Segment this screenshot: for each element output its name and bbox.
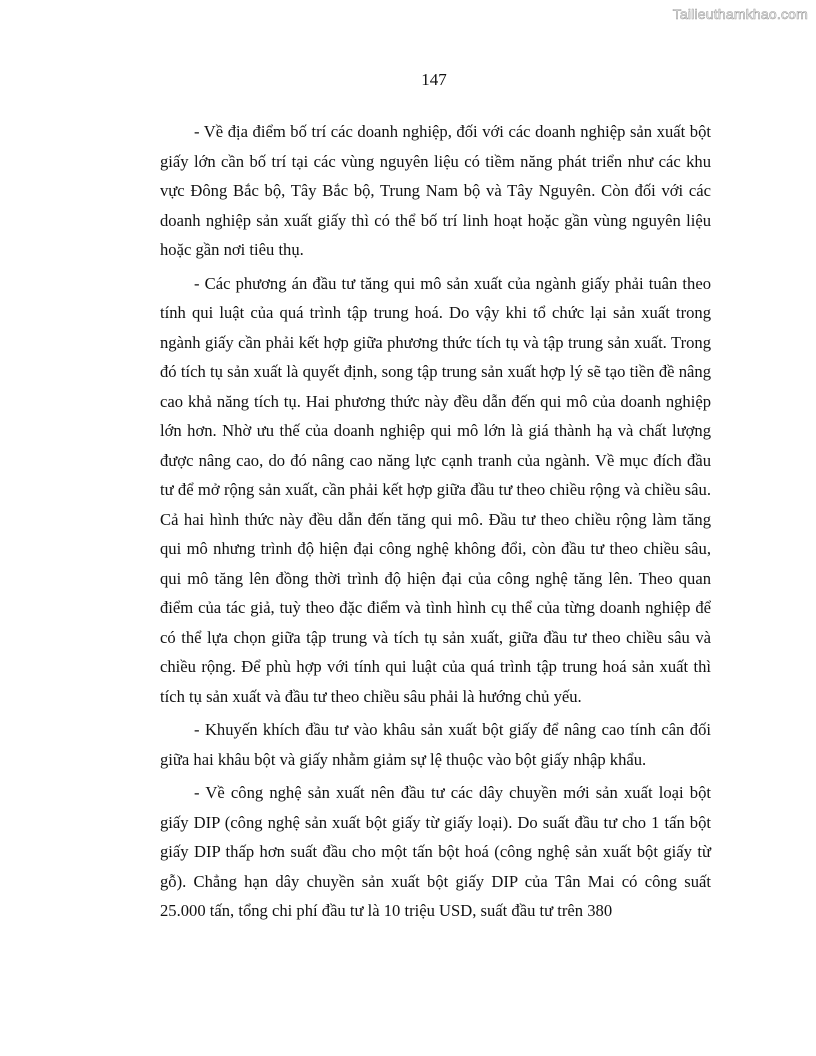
- page-number: 147: [421, 70, 447, 89]
- document-body: [160, 117, 711, 930]
- paragraph-investment-scale: - Các phương án đầu tư tăng qui mô sản xuất của ngành giấy phải tuân theo tính qui luật của quá trình tập trung hoá. Do vậy khi tổ chức lại sản xuất trong ngành giấy cần phải kết hợp giữa phương thức tích tụ và tập trung sản xuất. Trong đó tích tụ sản xuất là quyết định, song tập trung sản xuất hợp lý sẽ tạo tiền đề nâng cao khả năng tích tụ. Hai phương thức này đều dẫn đến qui mô của doanh nghiệp lớn hơn. Nhờ ưu thế của doanh nghiệp qui mô lớn là giá thành hạ và chất lượng được nâng cao, do đó nâng cao năng lực cạnh tranh của ngành. Về mục đích đầu tư để mở rộng sản xuất, cần phải kết hợp giữa đầu tư theo chiều rộng và chiều sâu. Cả hai hình thức này đều dẫn đến tăng qui mô. Đầu tư theo chiều rộng làm tăng qui mô nhưng trình độ hiện đại công nghệ không đổi, còn đầu tư theo chiều sâu, qui mô tăng lên đồng thời trình độ hiện đại của công nghệ tăng lên. Theo quan điểm của tác giả, tuỳ theo đặc điểm và tình hình cụ thể của từng doanh nghiệp để có thể lựa chọn giữa tập trung và tích tụ sản xuất, giữa đầu tư theo chiều sâu và chiều rộng. Để phù hợp với tính qui luật của quá trình tập trung hoá sản xuất thì tích tụ sản xuất và đầu tư theo chiều sâu phải là hướng chủ yếu.: [160, 273, 711, 706]
- watermark-text: Tailieuthamkhao.com: [672, 6, 808, 22]
- paragraph-pulp-investment: - Khuyến khích đầu tư vào khâu sản xuất bột giấy để nâng cao tính cân đối giữa hai khâu bột và giấy nhằm giảm sự lệ thuộc vào bột giấy nhập khẩu.: [160, 720, 711, 769]
- paragraph-location: - Về địa điểm bố trí các doanh nghiệp, đối với các doanh nghiệp sản xuất bột giấy lớn cần bố trí tại các vùng nguyên liệu có tiềm năng phát triển như các khu vực Đông Bắc bộ, Tây Bắc bộ, Trung Nam bộ và Tây Nguyên. Còn đối với các doanh nghiệp sản xuất giấy thì có thể bố trí linh hoạt hoặc gần vùng nguyên liệu hoặc gần nơi tiêu thụ.: [160, 122, 711, 259]
- paragraph-technology: - Về công nghệ sản xuất nên đầu tư các dây chuyền mới sản xuất loại bột giấy DIP (công nghệ sản xuất bột giấy từ giấy loại). Do suất đầu tư cho 1 tấn bột giấy DIP thấp hơn suất đầu cho một tấn bột hoá (công nghệ sản xuất bột giấy từ gỗ). Chẳng hạn dây chuyền sản xuất bột giấy DIP của Tân Mai có công suất 25.000 tấn, tổng chi phí đầu tư là 10 triệu USD, suất đầu tư trên 380: [160, 783, 711, 920]
